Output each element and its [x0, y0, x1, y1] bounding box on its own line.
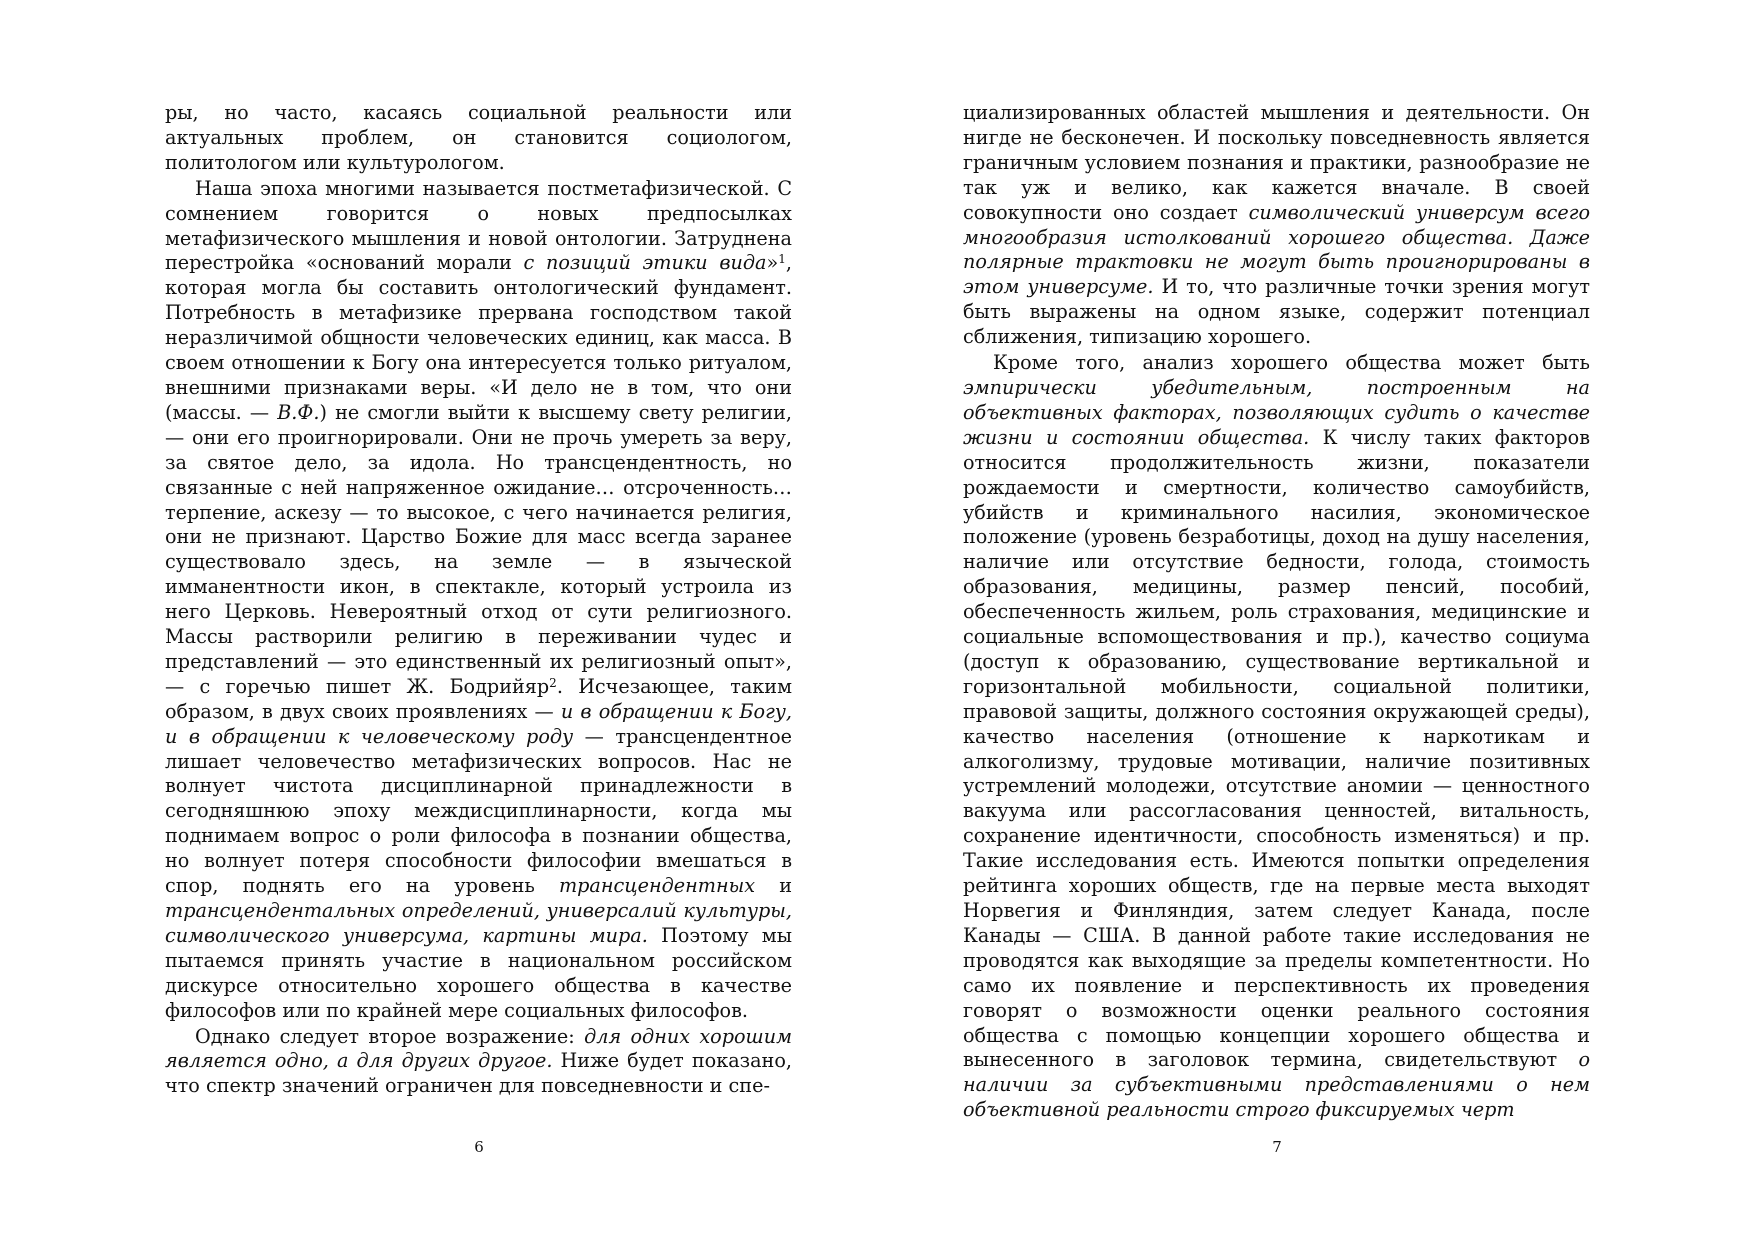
paragraph-2	[165, 177, 792, 1024]
text-run: Ниже будет показано, что спектр значений ограничен для повседневности и спе-	[165, 1049, 792, 1098]
italic-run: для одних хорошим является одно, а для других другое.	[165, 1024, 792, 1073]
italic-run: и в обращении к Богу, и в обращении к человеческому роду	[165, 699, 793, 748]
footnote-marker-2[interactable]: 2	[549, 675, 557, 690]
paragraph-3	[165, 1025, 792, 1100]
text-run: — трансцендентное лишает человечество метафизических вопросов. Нас не волнует чистота дисциплинарной принадлежности в сегодняшнюю эпоху междисциплинарности, когда мы поднимаем вопрос о роли философа в познании общества, но волнует потеря способности философии вмешаться в спор, поднять его на уровень	[165, 724, 792, 898]
italic-run: В.Ф.	[277, 400, 320, 424]
text-run: . Исчезающее, таким образом, в двух своих проявлениях —	[165, 674, 793, 723]
paragraph-1: ры, но часто, касаясь социальной реальности или актуальных проблем, он становится социологом, политологом или культурологом.	[165, 101, 792, 174]
paragraph-1	[963, 101, 1590, 350]
text-run: Поэтому мы пытаемся принять участие в национальном российском дискурсе относительно хорошего общества в качестве философов или по крайней мере социальных философов.	[165, 923, 792, 1022]
page-number-right: 7	[1272, 1138, 1282, 1156]
footnote-marker-1[interactable]: 1	[778, 252, 786, 267]
text-run: Кроме того, анализ хорошего общества может быть	[993, 351, 1590, 375]
right-page	[963, 101, 1590, 1123]
text-run: , которая могла бы составить онтологический фундамент. Потребность в метафизике прервана господством такой неразличимой общности человеческих единиц, как масса. В своем отношении к Богу она интересуется только ритуалом, внешними признаками веры. «И дело не в том, что они (массы. —	[165, 251, 792, 424]
text-run: Наша эпоха многими называется постметафизической. С сомнением говорится о новых предпосылках метафизического мышления и новой онтологии. Затруднена перестройка «оснований морали	[165, 176, 792, 275]
text-run: »	[766, 251, 779, 275]
italic-run: символический универсум всего многообразия истолкований хорошего общества. Даже полярные трактовки не могут быть проигнорированы в этом универсуме.	[963, 200, 1591, 299]
italic-run: с позиций этики вида	[523, 251, 767, 275]
text-run: Однако следует второе возражение:	[195, 1024, 585, 1048]
page-number-left: 6	[474, 1138, 484, 1156]
text-run: и	[755, 874, 792, 898]
text-run: И то, что различные точки зрения могут быть выражены на одном языке, содержит потенциал сближения, типизацию хорошего.	[963, 275, 1591, 349]
italic-run: трансцендентных	[558, 874, 756, 898]
paragraph-2	[963, 351, 1590, 1123]
text-run: К числу таких факторов относится продолжительность жизни, показатели рождаемости и смертности, количество самоубийств, убийств и криминального насилия, экономическое положение (уровень безработицы, доход на душу населения, наличие или отсутствие бедности, голода, стоимость образования, медицины, размер пенсий, пособий, обеспеченность жильем, роль страхования, медицинские и социальные вспомоществования и пр.), качество социума (доступ к образованию, существование вертикальной и горизонтальной мобильности, социальной политики, правовой защиты, должного состояния окружающей среды), качество населения (отношение к наркотикам и алкоголизму, трудовые мотивации, наличие позитивных устремлений молодежи, отсутствие аномии — ценностного вакуума или рассогласования ценностей, витальность, сохранение идентичности, способность изменяться) и пр. Такие исследования есть. Имеются попытки определения рейтинга хороших обществ, где на первые места выходят Норвегия и Финляндия, затем следует Канада, после Канады — США. В данной работе такие исследования не проводятся как выходящие за пределы компетентности. Но само их появление и перспективность их проведения говорят о возможности оценки реального состояния общества с помощью концепции хорошего общества и вынесенного в заголовок термина, свидетельствуют	[963, 425, 1590, 1072]
text-run: циализированных областей мышления и деятельности. Он нигде не бесконечен. И поскольку повседневность является граничным условием познания и практики, разнообразие не так уж и велико, как кажется вначале. В своей совокупности оно создает	[963, 101, 1590, 224]
italic-run: трансцендентальных определений, универсалий культуры, символического универсума, картины мира.	[165, 899, 792, 947]
left-page	[165, 101, 792, 1099]
text-run: ) не смогли выйти к высшему свету религии, — они его проигнорировали. Они не прочь умереть за веру, за святое дело, за идола. Но трансцендентность, но связанные с ней напряженное ожидание… отсроченность… терпение, аскезу — то высокое, с чего начинается религия, они не признают. Царство Божие для масс всегда заранее существовало здесь, на земле — в языческой имманентности икон, в спектакле, который устроила из него Церковь. Невероятный отход от сути религиозного. Массы растворили религию в переживании чудес и представлений — это единственный их религиозный опыт», — с горечью пишет Ж. Бодрийяр	[165, 400, 792, 698]
italic-run: о наличии за субъективными представлениями о нем объективной реальности строго фиксируемых черт	[963, 1048, 1590, 1122]
italic-run: эмпирически убедительным, построенным на объективных факторах, позволяющих судить о качестве жизни и состоянии общества.	[963, 375, 1590, 449]
